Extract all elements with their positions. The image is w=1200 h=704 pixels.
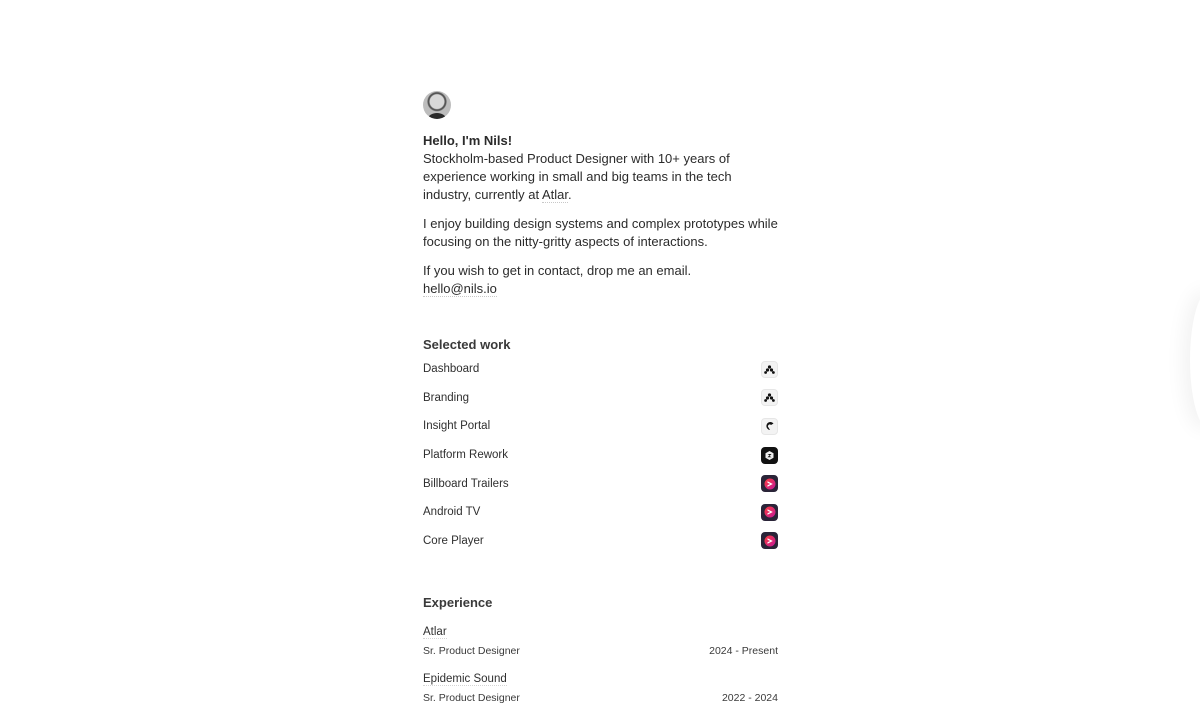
work-item-branding[interactable] — [423, 384, 778, 413]
experience-item — [423, 669, 778, 704]
experience-item — [423, 622, 778, 657]
viaplay-logo-icon — [761, 475, 778, 492]
atlar-logo-icon — [761, 389, 778, 406]
work-item-core-player[interactable] — [423, 527, 778, 556]
viaplay-logo-icon — [761, 504, 778, 521]
work-item-label: Billboard Trailers — [423, 477, 509, 490]
bio-text: Stockholm-based Product Designer with 10+ years of experience working in small and big teams in the tech industry, currently at — [423, 151, 732, 202]
period: 2022 - 2024 — [721, 692, 778, 704]
role: Sr. Product Designer — [423, 692, 520, 704]
company-link[interactable]: Epidemic Sound — [423, 673, 507, 686]
main-column — [423, 91, 778, 704]
atlar-logo-icon — [761, 361, 778, 378]
work-item-platform-rework[interactable] — [423, 441, 778, 470]
epidemic-logo-icon — [761, 418, 778, 435]
work-list — [423, 355, 778, 555]
work-item-label: Platform Rework — [423, 449, 508, 462]
work-item-billboard-trailers[interactable] — [423, 469, 778, 498]
work-item-dashboard[interactable] — [423, 355, 778, 384]
intro — [423, 132, 778, 298]
work-item-label: Insight Portal — [423, 420, 491, 433]
selected-work-section — [423, 337, 778, 555]
work-item-android-tv[interactable] — [423, 498, 778, 527]
work-item-insight-portal[interactable] — [423, 412, 778, 441]
greeting: Hello, I'm Nils! — [423, 133, 513, 148]
company-link[interactable]: Atlar — [423, 626, 447, 639]
work-item-label: Branding — [423, 391, 470, 404]
section-title: Experience — [423, 595, 493, 611]
work-item-label: Dashboard — [423, 363, 480, 376]
email-link[interactable]: hello@nils.io — [423, 281, 497, 296]
platform-logo-icon — [761, 447, 778, 464]
experience-section — [423, 595, 778, 704]
work-item-label: Android TV — [423, 506, 481, 519]
period: 2024 - Present — [709, 645, 778, 658]
contact-text: If you wish to get in contact, drop me an email. — [423, 263, 692, 278]
viaplay-logo-icon — [761, 532, 778, 549]
side-panel-edge — [1190, 290, 1200, 430]
role: Sr. Product Designer — [423, 645, 520, 658]
work-item-label: Core Player — [423, 534, 484, 547]
company-link[interactable]: Atlar — [541, 187, 568, 202]
avatar — [423, 91, 451, 119]
bio-paragraph-2: I enjoy building design systems and complex prototypes while focusing on the nitty-gritty aspects of interactions. — [423, 216, 778, 249]
bio-suffix: . — [568, 187, 572, 202]
section-title: Selected work — [423, 337, 511, 352]
